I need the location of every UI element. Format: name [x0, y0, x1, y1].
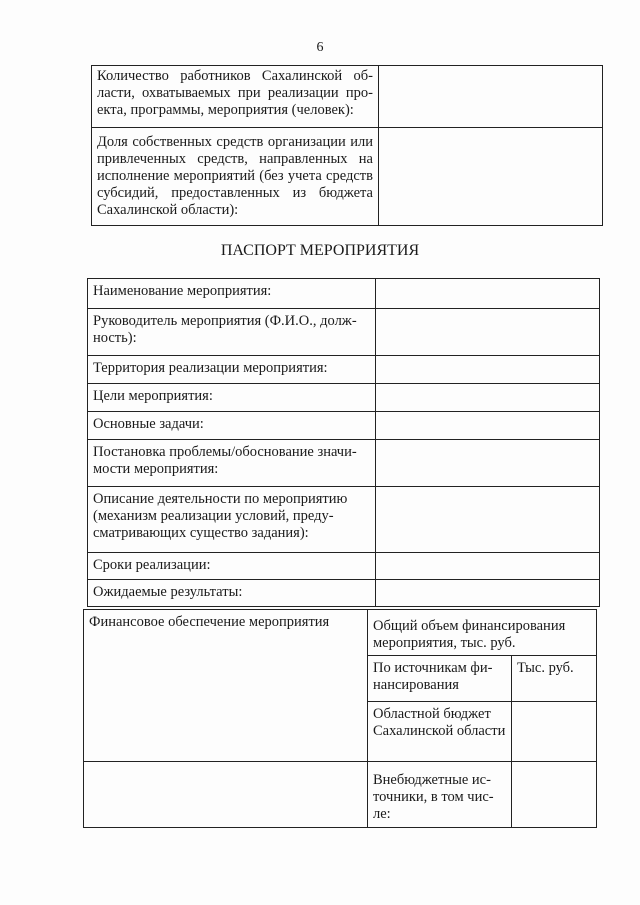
- activity-description-label: Описание деятельности по мероприятию (механизм реализации условий, предусматривающих существо задания):: [88, 487, 376, 553]
- table-row: [92, 128, 603, 226]
- event-head-label: Руководитель мероприятия (Ф.И.О., должность):: [88, 309, 376, 356]
- thousand-rub-header: Тыс. руб.: [512, 656, 597, 702]
- table-row: [88, 553, 600, 580]
- problem-statement-label: Постановка проблемы/обоснование значимости мероприятия:: [88, 440, 376, 487]
- empty-cell: [84, 762, 368, 828]
- problem-statement-value[interactable]: [376, 440, 600, 487]
- table-row: [88, 580, 600, 607]
- organization-info-table: [91, 65, 603, 226]
- table-row: [84, 610, 597, 656]
- timeline-value[interactable]: [376, 553, 600, 580]
- table-row: [88, 356, 600, 384]
- financing-label: Финансовое обеспечение мероприятия: [84, 610, 368, 762]
- extrabudget-value[interactable]: [512, 762, 597, 828]
- by-source-header: По источникам финансирования: [368, 656, 512, 702]
- expected-results-value[interactable]: [376, 580, 600, 607]
- passport-title: ПАСПОРТ МЕРОПРИЯТИЯ: [220, 242, 420, 259]
- regional-budget-label: Областной бюджет Сахалинской области: [368, 702, 512, 762]
- passport-table: [87, 278, 600, 607]
- workers-count-label: Количество работников Сахалинской области, охватываемых при реализации проекта, программы, мероприятия (человек):: [92, 66, 379, 128]
- table-row: [88, 309, 600, 356]
- own-funds-share-label: Доля собственных средств организации или привлеченных средств, направленных на исполнение мероприятий (без учета средств субсидий, предоставленных из бюджета Сахалинской области):: [92, 128, 379, 226]
- event-name-value[interactable]: [376, 279, 600, 309]
- table-row: [88, 279, 600, 309]
- goals-value[interactable]: [376, 384, 600, 412]
- table-row: [88, 412, 600, 440]
- total-financing-header: Общий объем финансирования мероприятия, тыс. руб.: [368, 610, 597, 656]
- workers-count-value[interactable]: [379, 66, 603, 128]
- table-row: [88, 440, 600, 487]
- tasks-value[interactable]: [376, 412, 600, 440]
- financing-table: [83, 609, 597, 828]
- table-row: [88, 384, 600, 412]
- table-row: [92, 66, 603, 128]
- event-name-label: Наименование мероприятия:: [88, 279, 376, 309]
- timeline-label: Сроки реализации:: [88, 553, 376, 580]
- activity-description-value[interactable]: [376, 487, 600, 553]
- page-number: 6: [316, 40, 324, 55]
- regional-budget-value[interactable]: [512, 702, 597, 762]
- territory-label: Территория реализации мероприятия:: [88, 356, 376, 384]
- territory-value[interactable]: [376, 356, 600, 384]
- table-row: [88, 487, 600, 553]
- extrabudget-label: Внебюджетные источники, в том числе:: [368, 762, 512, 828]
- expected-results-label: Ожидаемые результаты:: [88, 580, 376, 607]
- tasks-label: Основные задачи:: [88, 412, 376, 440]
- own-funds-share-value[interactable]: [379, 128, 603, 226]
- table-row: [84, 762, 597, 828]
- event-head-value[interactable]: [376, 309, 600, 356]
- goals-label: Цели мероприятия:: [88, 384, 376, 412]
